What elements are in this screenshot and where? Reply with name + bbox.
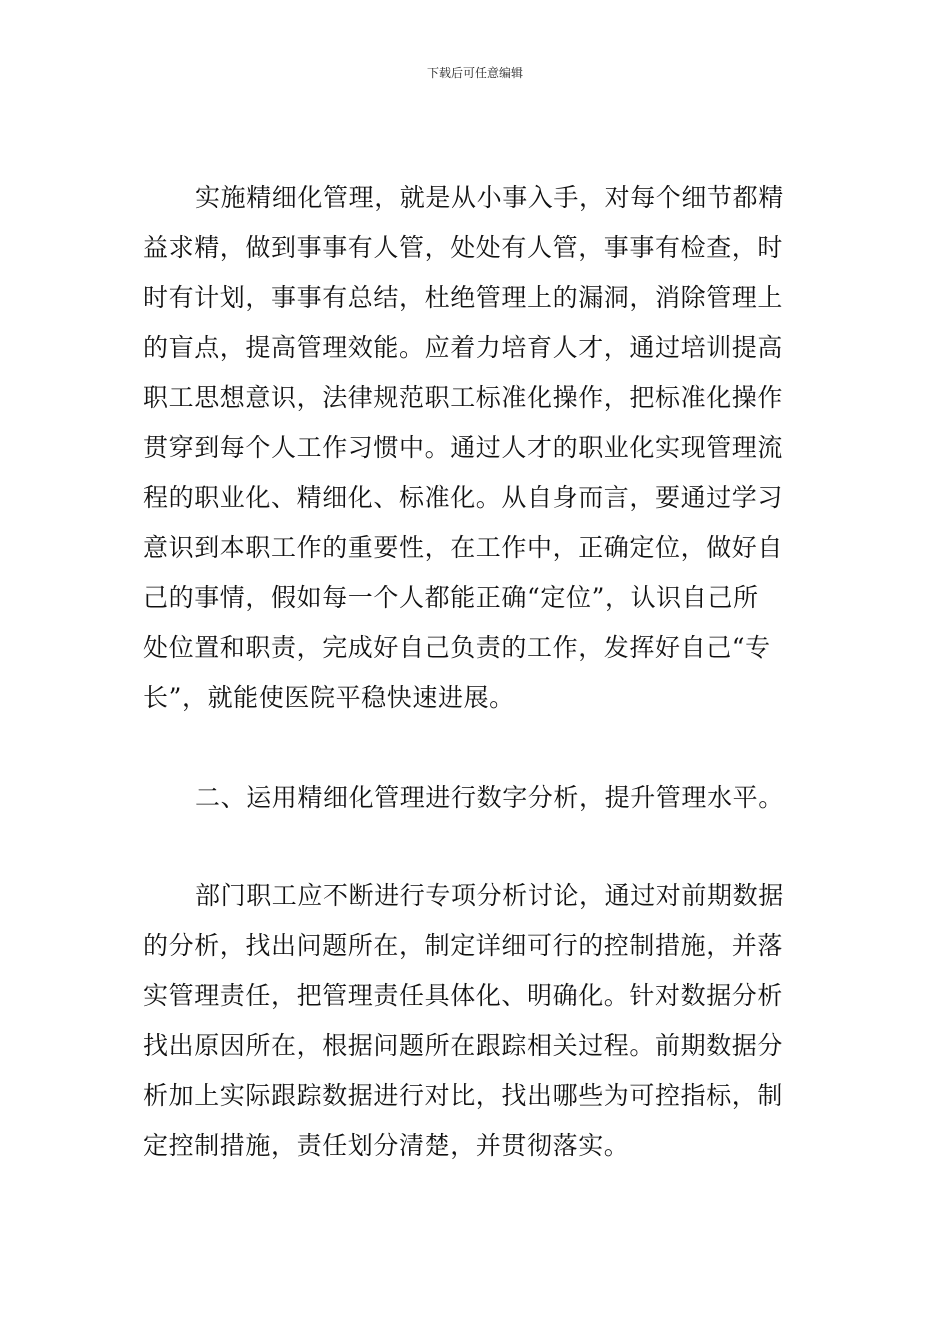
paragraph2-line: 部门职工应不断进行专项分析讨论，通过对前期数据: [195, 881, 784, 910]
paragraph2-line: 析加上实际跟踪数据进行对比，找出哪些为可控指标，制: [143, 1081, 784, 1110]
paragraph1-line: 职工思想意识，法律规范职工标准化操作，把标准化操作: [143, 383, 784, 412]
paragraph1-line: 程的职业化、精细化、标准化。从自身而言，要通过学习: [143, 483, 784, 512]
paragraph1-line: 己的事情，假如每一个人都能正确“定位”，认识自己所: [143, 583, 759, 612]
paragraph1-line: 的盲点，提高管理效能。应着力培育人才，通过培训提高: [143, 333, 784, 362]
paragraph1-line: 时有计划，事事有总结，杜绝管理上的漏洞，消除管理上: [143, 283, 784, 312]
paragraph1-line: 实施精细化管理，就是从小事入手，对每个细节都精: [195, 183, 784, 212]
paragraph2-line: 实管理责任，把管理责任具体化、明确化。针对数据分析: [143, 981, 784, 1010]
paragraph1-line: 益求精，做到事事有人管，处处有人管，事事有检查，时: [143, 233, 784, 262]
paragraph1-line: 意识到本职工作的重要性，在工作中，正确定位，做好自: [143, 533, 784, 562]
header-note: 下载后可任意编辑: [426, 66, 523, 80]
paragraph2-line: 的分析，找出问题所在，制定详细可行的控制措施，并落: [143, 931, 784, 960]
paragraph1-line: 贯穿到每个人工作习惯中。通过人才的职业化实现管理流: [143, 433, 784, 462]
paragraph2-line: 找出原因所在，根据问题所在跟踪相关过程。前期数据分: [143, 1031, 784, 1060]
paragraph1-line: 长”，就能使医院平稳快速进展。: [143, 683, 515, 712]
section-heading: 二、运用精细化管理进行数字分析，提升管理水平。: [195, 783, 784, 812]
paragraph2-line: 定控制措施，责任划分清楚，并贯彻落实。: [143, 1131, 630, 1160]
paragraph1-line: 处位置和职责，完成好自己负责的工作，发挥好自己“专: [143, 633, 771, 662]
